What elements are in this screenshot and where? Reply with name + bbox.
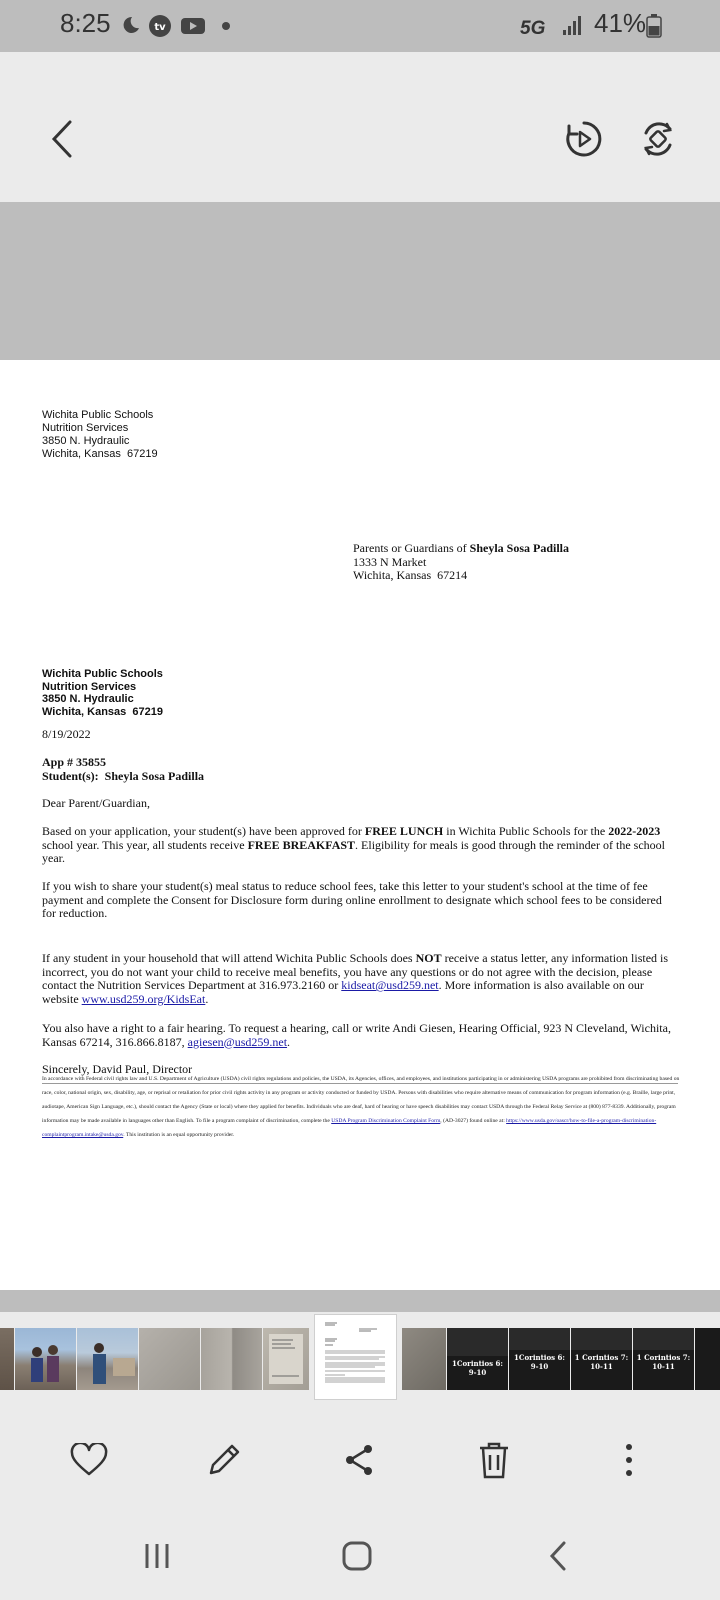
text: If any student in your household that will attend Wichita Public Schools does <box>42 951 416 965</box>
system-navigation-bar <box>0 1512 720 1600</box>
signal-icon <box>562 14 584 41</box>
back-chevron-icon <box>547 1540 569 1572</box>
thumbnail[interactable] <box>402 1328 446 1390</box>
more-options-button[interactable] <box>597 1428 661 1492</box>
thumbnail-verse[interactable] <box>571 1328 632 1390</box>
verse-label: 1 Corintios 7: 10-11 <box>636 1353 691 1371</box>
trash-icon <box>477 1440 511 1480</box>
free-lunch-text: FREE LUNCH <box>364 824 444 838</box>
letterhead-line: Nutrition Services <box>42 680 137 693</box>
recent-apps-button[interactable] <box>122 1526 192 1586</box>
thumbnail[interactable] <box>15 1328 76 1390</box>
verse-label: 1 Corintios 7: 10-11 <box>574 1353 629 1371</box>
letter-document-icon <box>315 1315 396 1399</box>
share-button[interactable] <box>327 1428 391 1492</box>
heart-icon <box>70 1443 108 1477</box>
letter-date: 8/19/2022 <box>42 727 91 741</box>
image-margin-top <box>0 202 720 360</box>
student-names: Student(s): Sheyla Sosa Padilla <box>42 768 205 783</box>
status-time: 8:25 <box>60 8 111 38</box>
remaster-button[interactable] <box>630 111 686 167</box>
system-back-button[interactable] <box>523 1526 593 1586</box>
recipient-prefix: Parents or Guardians of <box>353 541 470 555</box>
thumbnail-selected[interactable] <box>314 1314 397 1400</box>
paper-photo-icon <box>263 1328 309 1390</box>
thumbnail[interactable] <box>77 1328 138 1390</box>
document-image <box>0 360 720 1290</box>
sender-line: Nutrition Services <box>42 422 129 434</box>
thumbnail[interactable] <box>263 1328 309 1390</box>
letterhead-address <box>42 668 163 718</box>
text: , (AD-3027) found online at: <box>440 1118 507 1124</box>
more-vertical-icon <box>624 1443 634 1477</box>
back-button[interactable] <box>34 111 90 167</box>
application-info <box>42 756 672 783</box>
text: in Wichita Public Schools for the <box>443 824 609 838</box>
edit-button[interactable] <box>192 1428 256 1492</box>
verse-label: 1Corintios 6: 9-10 <box>452 1359 503 1377</box>
usda-nondiscrimination-statement <box>42 1072 682 1142</box>
image-margin-bottom <box>0 1290 720 1312</box>
battery-level: 41% <box>594 8 647 38</box>
motion-play-icon <box>564 119 604 159</box>
letterhead-line: Wichita, Kansas 67219 <box>42 705 163 718</box>
sender-line: Wichita Public Schools <box>42 409 154 421</box>
app-bar <box>0 52 720 202</box>
text: . This institution is an equal opportunity provider. <box>123 1132 235 1138</box>
thumbnail-verse[interactable] <box>633 1328 694 1390</box>
svg-text:tv: tv <box>154 22 166 33</box>
sender-line: 3850 N. Hydraulic <box>42 435 130 447</box>
recipient-line: 1333 N Market <box>353 554 427 569</box>
sender-address <box>42 409 158 461</box>
paragraph-contact <box>42 952 672 1006</box>
text: . <box>205 991 209 1006</box>
battery-icon <box>646 14 662 43</box>
salutation: Dear Parent/Guardian, <box>42 796 150 810</box>
letterhead-line: 3850 N. Hydraulic <box>42 693 134 705</box>
text: In accordance with Federal civil rights law and U.S. Department of Agriculture (USDA) civil rights regulations and policies, the USDA, its Agencies, offices, and employees, and institutions participating in or administering USDA programs are prohibited from discriminating based on race, color, national origin, sex, disability, age, or reprisal or retaliation for prior civil rights activity in any program or activity conducted or funded by USDA. Persons with disabilities who require alternative means of communication for program information (e.g. Braille, large print, audiotape, American Sign Language, etc.), should contact the Agency (State or local) where they applied for benefits. Individuals who are deaf, hard of hearing or have speech disabilities may contact USDA through the Federal Relay Service at (800) 877-8339. Additionally, program information may be made available in languages other than English. To file a program complaint of discrimination, complete the <box>42 1076 680 1124</box>
dot-icon <box>214 14 238 38</box>
thumbnail-verse[interactable] <box>509 1328 570 1390</box>
text: Based on your application, your student(s) have been approved for <box>42 824 365 838</box>
recipient-line <box>353 542 569 556</box>
free-breakfast-text: FREE BREAKFAST <box>247 837 356 852</box>
network-type: 5G <box>520 18 546 39</box>
verse-label: 1Corintios 6: 9-10 <box>514 1353 565 1371</box>
thumbnail[interactable] <box>695 1328 720 1390</box>
text: . <box>287 1034 291 1049</box>
moon-icon <box>118 14 142 38</box>
person-photo-icon <box>77 1328 138 1390</box>
thumbnail[interactable] <box>139 1328 200 1390</box>
usda-complaint-form-link[interactable]: USDA Program Discrimination Complaint Form <box>331 1118 441 1124</box>
text: You also have a right to a fair hearing. To request a hearing, call or write Andi Giesen, Hearing Official, 923 N Cleveland, Wichita, Kansas 67214, 316.866.8187, <box>42 1021 671 1049</box>
usda-email-link[interactable]: program.intake@usda.gov <box>64 1132 124 1138</box>
pencil-icon <box>205 1441 243 1479</box>
thumbnail-strip[interactable] <box>0 1312 720 1402</box>
recipient-name: Sheyla Sosa Padilla <box>469 541 569 555</box>
home-icon <box>341 1540 373 1572</box>
motion-photo-button[interactable] <box>556 111 612 167</box>
tv-app-icon <box>148 14 172 38</box>
status-bar <box>0 0 720 52</box>
recipient-address <box>353 542 569 583</box>
paragraph-fees: If you wish to share your student(s) meal status to reduce school fees, take this letter to your student's school at the time of fee payment and complete the Consent for Disclosure form during online enrollment to designate which school fees to be considered for reduction. <box>42 879 662 921</box>
text: . More information is also available on our website <box>42 978 644 1006</box>
not-text: NOT <box>415 951 442 965</box>
recipient-line: Wichita, Kansas 67214 <box>353 568 468 582</box>
signoff: Sincerely, David Paul, Director <box>42 1062 193 1076</box>
chevron-left-icon <box>48 119 76 159</box>
text: receive a status letter, any information listed is incorrect, you do not want your child to receive meal benefits, you have any questions or do not agree with the decision, please contact the Nutrition Services Department at 316.973.2160 or <box>42 951 669 993</box>
favorite-button[interactable] <box>57 1428 121 1492</box>
share-icon <box>341 1442 377 1478</box>
thumbnail[interactable] <box>0 1328 14 1390</box>
delete-button[interactable] <box>462 1428 526 1492</box>
usda-complaint-url-link[interactable]: https://www.usda.gov/oascr/how-to-file-a-program-discrimination-complaint <box>42 1118 657 1138</box>
remaster-icon <box>638 119 678 159</box>
text: school year. This year, all students receive <box>42 837 248 852</box>
thumbnail[interactable] <box>201 1328 262 1390</box>
sender-line: Wichita, Kansas 67219 <box>42 448 158 460</box>
school-year-text: 2022-2023 <box>608 824 661 838</box>
agiesen-email-link[interactable]: agiesen@usd259.net <box>187 1034 288 1049</box>
text: . Eligibility for meals is good through the reminder of the school year. <box>42 837 665 866</box>
youtube-icon <box>180 14 204 38</box>
paragraph-approval <box>42 825 672 866</box>
people-photo-icon <box>15 1328 76 1390</box>
paragraph-hearing <box>42 1022 672 1049</box>
kidseat-email-link[interactable]: kidseat@usd259.net <box>341 978 439 993</box>
letterhead-line: Wichita Public Schools <box>42 668 163 680</box>
home-button[interactable] <box>322 1526 392 1586</box>
recents-icon <box>142 1541 172 1571</box>
thumbnail-verse[interactable] <box>447 1328 508 1390</box>
action-bar <box>0 1402 720 1512</box>
kidseat-website-link[interactable]: www.usd259.org/KidsEat <box>81 991 206 1006</box>
app-number: App # 35855 <box>42 755 107 769</box>
